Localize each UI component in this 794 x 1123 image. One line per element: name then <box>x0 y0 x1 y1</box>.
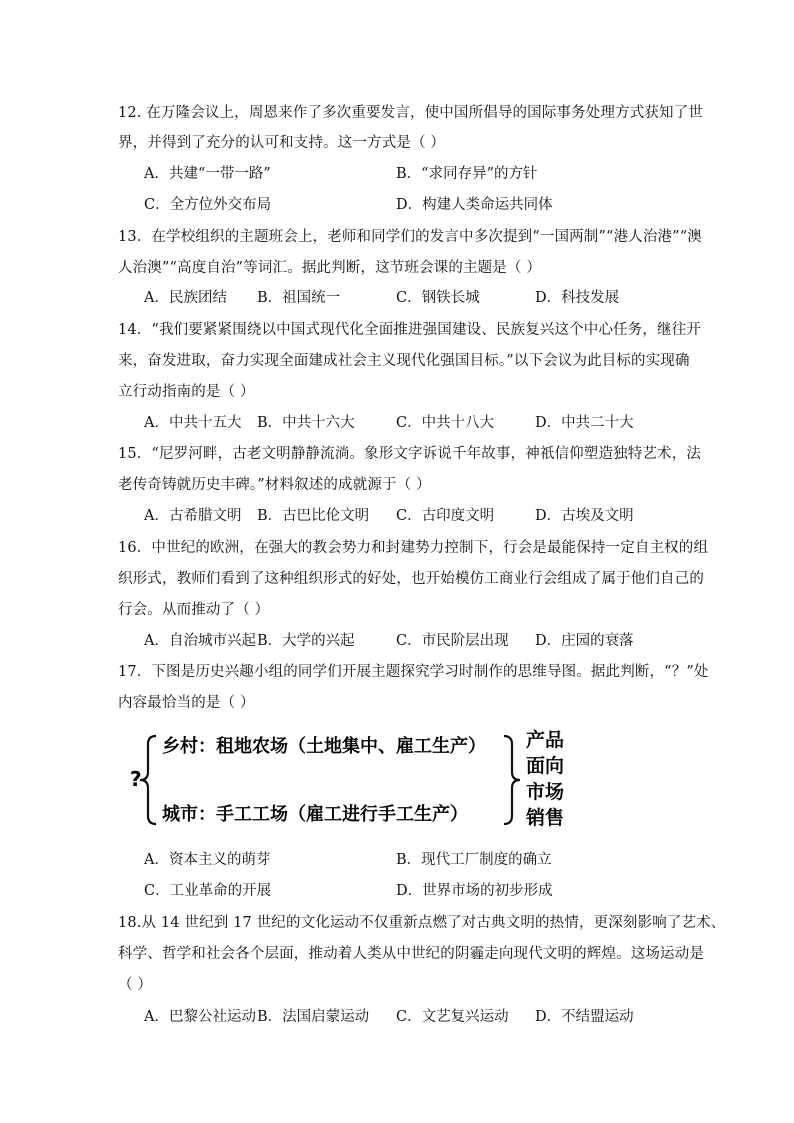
mind-map-outcome-1: 产品 <box>526 729 565 751</box>
q12-option-d: D．构建人类命运共同体 <box>396 197 553 213</box>
q18-option-c: C．文艺复兴运动 <box>396 1009 509 1025</box>
q13-line-2: 人治澳”“高度自治”等词汇。据此判断，这节班会课的主题是（ ） <box>118 260 541 276</box>
q12-line-1: 12. 在万隆会议上，周恩来作了多次重要发言，使中国所倡导的国际事务处理方式获知了世 <box>118 105 703 121</box>
q15-option-c: C．古印度文明 <box>396 508 495 524</box>
left-brace <box>140 736 156 824</box>
q15-option-b: B．古巴比伦文明 <box>257 508 370 524</box>
q17-line-1: 17．下图是历史兴趣小组的同学们开展主题探究学习时制作的思维导图。据此判断，“？”处 <box>118 664 709 680</box>
q12-option-c: C．全方位外交布局 <box>144 197 272 213</box>
q18-option-b: B．法国启蒙运动 <box>257 1009 370 1025</box>
q14-option-a: A．中共十五大 <box>144 415 242 431</box>
q15-line-1: 15．“尼罗河畔，古老文明静静流淌。象形文字诉说千年故事，神祇信仰塑造独特艺术，法 <box>118 446 702 462</box>
q13-option-b: B．祖国统一 <box>257 290 341 306</box>
q13-option-d: D．科技发展 <box>535 290 620 306</box>
q16-line-1: 16．中世纪的欧洲，在强大的教会势力和封建势力控制下，行会是最能保持一定自主权的组 <box>118 540 709 556</box>
q18-line-3: （ ） <box>118 977 153 993</box>
q13-option-a: A．民族团结 <box>144 290 227 306</box>
q16-line-2: 织形式，教师们看到了这种组织形式的好处，也开始模仿工商业行会组成了属于他们自己的 <box>118 571 704 587</box>
q13-line-1: 13．在学校组织的主题班会上，老师和同学们的发言中多次提到“一国两制”“港人治港”“澳 <box>118 229 702 245</box>
q16-option-d: D．庄园的衰落 <box>535 633 634 649</box>
q14-option-b: B．中共十六大 <box>257 415 355 431</box>
right-brace <box>504 736 520 824</box>
q16-line-3: 行会。从而推动了（ ） <box>118 602 270 618</box>
q16-option-c: C．市民阶层出现 <box>396 633 509 649</box>
q14-line-3: 立行动指南的是（ ） <box>118 384 255 400</box>
q14-option-c: C．中共十八大 <box>396 415 495 431</box>
q15-option-a: A．古希腊文明 <box>144 508 242 524</box>
q18-line-2: 科学、哲学和社会各个层面，推动着人类从中世纪的阴霾走向现代文明的辉煌。这场运动是 <box>118 946 704 962</box>
q12-option-a: A．共建“一带一路” <box>144 166 271 182</box>
mind-map-figure <box>128 728 578 832</box>
q18-option-a: A．巴黎公社运动 <box>144 1009 256 1025</box>
mind-map-urban: 城市：手工工场（雇工进行手工生产） <box>162 804 468 825</box>
mind-map-rural: 乡村：租地农场（土地集中、雇工生产） <box>162 736 486 757</box>
q15-line-2: 老传奇铸就历史丰碑。”材料叙述的成就源于（ ） <box>118 477 431 493</box>
q17-option-a: A．资本主义的萌芽 <box>144 852 271 868</box>
q18-line-1: 18.从 14 世纪到 17 世纪的文化运动不仅重新点燃了对古典文明的热情，更深刻影响了艺术、 <box>118 915 726 931</box>
q15-option-d: D．古埃及文明 <box>535 508 634 524</box>
mind-map-outcome-4: 销售 <box>526 807 565 829</box>
mind-map-outcome-2: 面向 <box>526 755 565 777</box>
q12-line-2: 界，并得到了充分的认可和支持。这一方式是（ ） <box>118 135 446 151</box>
q18-option-d: D．不结盟运动 <box>535 1009 634 1025</box>
mind-map-question-mark: ? <box>130 767 142 791</box>
q14-line-1: 14．“我们要紧紧围绕以中国式现代化全面推进强国建设、民族复兴这个中心任务，继往开 <box>118 322 702 338</box>
q16-option-a: A．自治城市兴起 <box>144 633 256 649</box>
q12-option-b: B．“求同存异”的方针 <box>396 166 538 182</box>
q14-line-2: 来，奋发进取，奋力实现全面建成社会主义现代化强国目标。”以下会议为此目标的实现确 <box>118 353 690 369</box>
q17-option-d: D．世界市场的初步形成 <box>396 883 553 899</box>
q17-option-c: C．工业革命的开展 <box>144 883 272 899</box>
q16-option-b: B．大学的兴起 <box>257 633 355 649</box>
q14-option-d: D．中共二十大 <box>535 415 634 431</box>
q17-line-2: 内容最恰当的是（ ） <box>118 695 255 711</box>
mind-map-outcome-3: 市场 <box>526 781 565 803</box>
q17-option-b: B．现代工厂制度的确立 <box>396 852 552 868</box>
q13-option-c: C．钢铁长城 <box>396 290 480 306</box>
